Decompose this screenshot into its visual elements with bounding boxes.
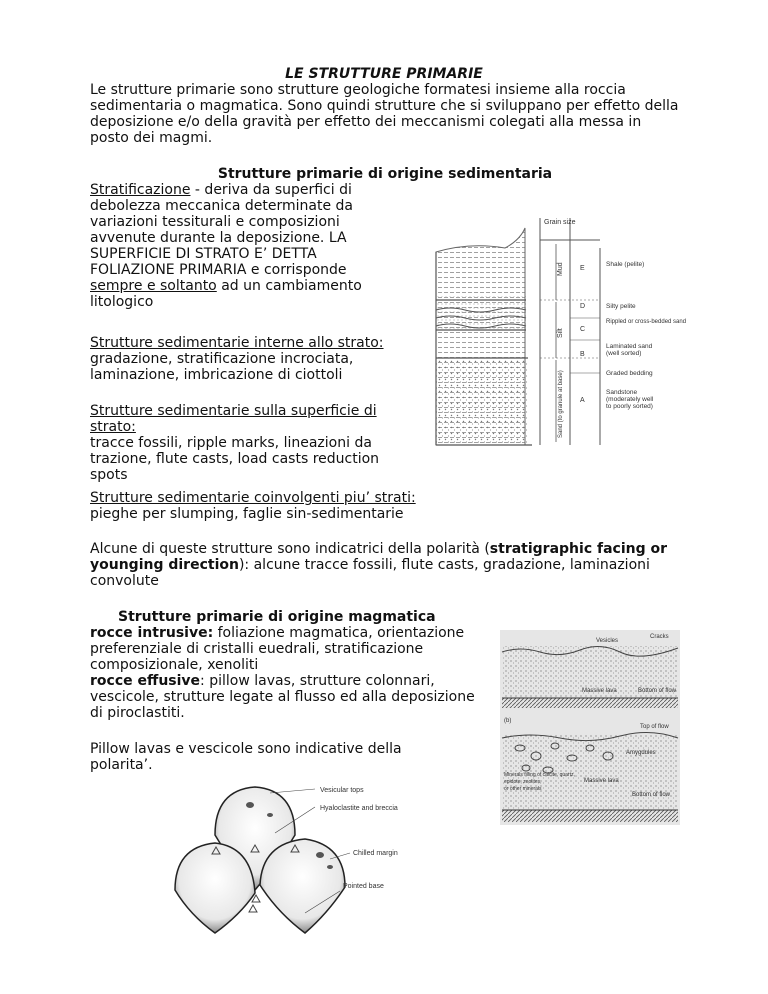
internal-structures [90, 335, 390, 383]
flow-mineral-1: Minerals filling of calcite, quartz, [504, 772, 575, 778]
desc-graded: Graded bedding [606, 370, 653, 377]
col-mud-label: Mud [557, 262, 564, 276]
bouma-sequence-figure [420, 210, 690, 460]
pillow-pointed-label: Pointed base [343, 883, 384, 890]
stratification-text-2: ad un cambiamento litologico [90, 278, 362, 310]
stratification-emphasis: sempre e soltanto [90, 278, 217, 294]
col-sand-label: Sand (to granule at base) [558, 370, 564, 438]
page-title: LE STRUTTURE PRIMARIE [285, 66, 483, 82]
internal-structures-title: Strutture sedimentarie interne allo strato: [90, 335, 384, 351]
flow-massive-2: Massive lava [584, 778, 619, 784]
flow-cracks-label: Cracks [650, 634, 669, 640]
col-silt-label: Silt [557, 328, 564, 338]
effusive-label: rocce effusive [90, 673, 201, 689]
flow-vesicles-label: Vesicles [596, 638, 619, 644]
flow-massive-1: Massive lava [582, 688, 617, 694]
flow-bottom-2: Bottom of flow [632, 792, 671, 798]
intrusive-label: rocce intrusive: [90, 625, 214, 641]
stratification-paragraph [90, 182, 400, 310]
pillow-paragraph: Pillow lavas e vescicole sono indicative della polarita’. [90, 741, 402, 773]
polarity-text-1: Alcune di queste strutture sono indicatrici della polarità ( [90, 541, 490, 557]
internal-structures-text: gradazione, stratificazione incrociata, laminazione, imbricazione di ciottoli [90, 351, 354, 383]
surface-structures-text: tracce fossili, ripple marks, lineazioni da trazione, flute casts, load casts reduction spots [90, 435, 380, 483]
desc-rippled: Rippled or cross-bedded sand [606, 319, 687, 325]
pillow-lava-figure [170, 775, 450, 935]
polarity-paragraph [90, 541, 680, 589]
multi-layer-text: pieghe per slumping, faglie sin-sedimentarie [90, 506, 404, 522]
pillow-chilled-label: Chilled margin [353, 850, 398, 857]
desc-sandstone-1: Sandstone [606, 389, 638, 396]
desc-silty-pelite: Silty pelite [606, 303, 636, 310]
intro-paragraph: Le strutture primarie sono strutture geologiche formatesi insieme alla roccia sedimentaria o magmatica. Sono quindi strutture che si sviluppano per effetto della deposizione e/o della gravità per effetto dei meccanismi colegati alla messa in posto dei magmi. [90, 82, 679, 146]
stratification-term: Stratificazione [90, 182, 191, 198]
grain-size-label-1: Grain size [544, 219, 576, 226]
desc-shale: Shale (pelite) [606, 261, 645, 268]
flow-b-label: (b) [504, 718, 512, 724]
flow-top: Top of flow [640, 724, 669, 730]
effusive-text: : pillow lavas, strutture colonnari, vescicole, strutture legate al flusso ed alla deposizione di piroclastiti. [90, 673, 475, 721]
flow-mineral-2: epidote, zeolites, [504, 779, 542, 785]
intrusive-paragraph [90, 625, 480, 673]
pillow-hyalo-label: Hyaloclastite and breccia [320, 805, 398, 812]
unit-c: C [580, 326, 586, 333]
desc-sandstone-3: to poorly sorted) [606, 403, 653, 410]
desc-laminated-1: Laminated sand [606, 343, 653, 350]
unit-a: A [580, 397, 585, 404]
intrusive-text: foliazione magmatica, orientazione preferenziale di cristalli euedrali, stratificazione composizionale, xenoliti [90, 625, 465, 673]
desc-laminated-2: (well sorted) [606, 350, 642, 357]
effusive-paragraph [90, 673, 480, 721]
desc-sandstone-2: (moderately well [606, 396, 654, 403]
surface-structures [90, 403, 420, 483]
multi-layer-structures [90, 490, 500, 522]
stratification-text-1: - deriva da superfici di debolezza meccanica determinate da variazioni tessiturali e composizioni avvenute durante la deposizione. LA SUPERFICIE DI STRATO E’ DETTA FOLIAZIONE PRIMARIA e corrisponde [90, 182, 354, 278]
unit-d: D [580, 303, 586, 310]
unit-e: E [580, 265, 585, 272]
pillow-vesicular-label: Vesicular tops [320, 787, 364, 794]
magmatic-heading: Strutture primarie di origine magmatica [118, 609, 436, 625]
sedimentary-heading: Strutture primarie di origine sedimentaria [217, 166, 553, 182]
polarity-bold: stratigraphic facing or younging direction [90, 541, 668, 573]
lava-flow-figure [500, 630, 680, 825]
unit-b: B [580, 351, 585, 358]
flow-bottom-1: Bottom of flow [638, 688, 677, 694]
flow-mineral-3: or other minerals [504, 786, 542, 792]
polarity-text-2: ): alcune tracce fossili, flute casts, gradazione, laminazioni convolute [90, 557, 650, 589]
flow-amygdules: Amygdules [626, 750, 656, 756]
multi-layer-title: Strutture sedimentarie coinvolgenti piu’ strati: [90, 490, 416, 506]
surface-structures-title: Strutture sedimentarie sulla superficie di strato: [90, 403, 377, 435]
